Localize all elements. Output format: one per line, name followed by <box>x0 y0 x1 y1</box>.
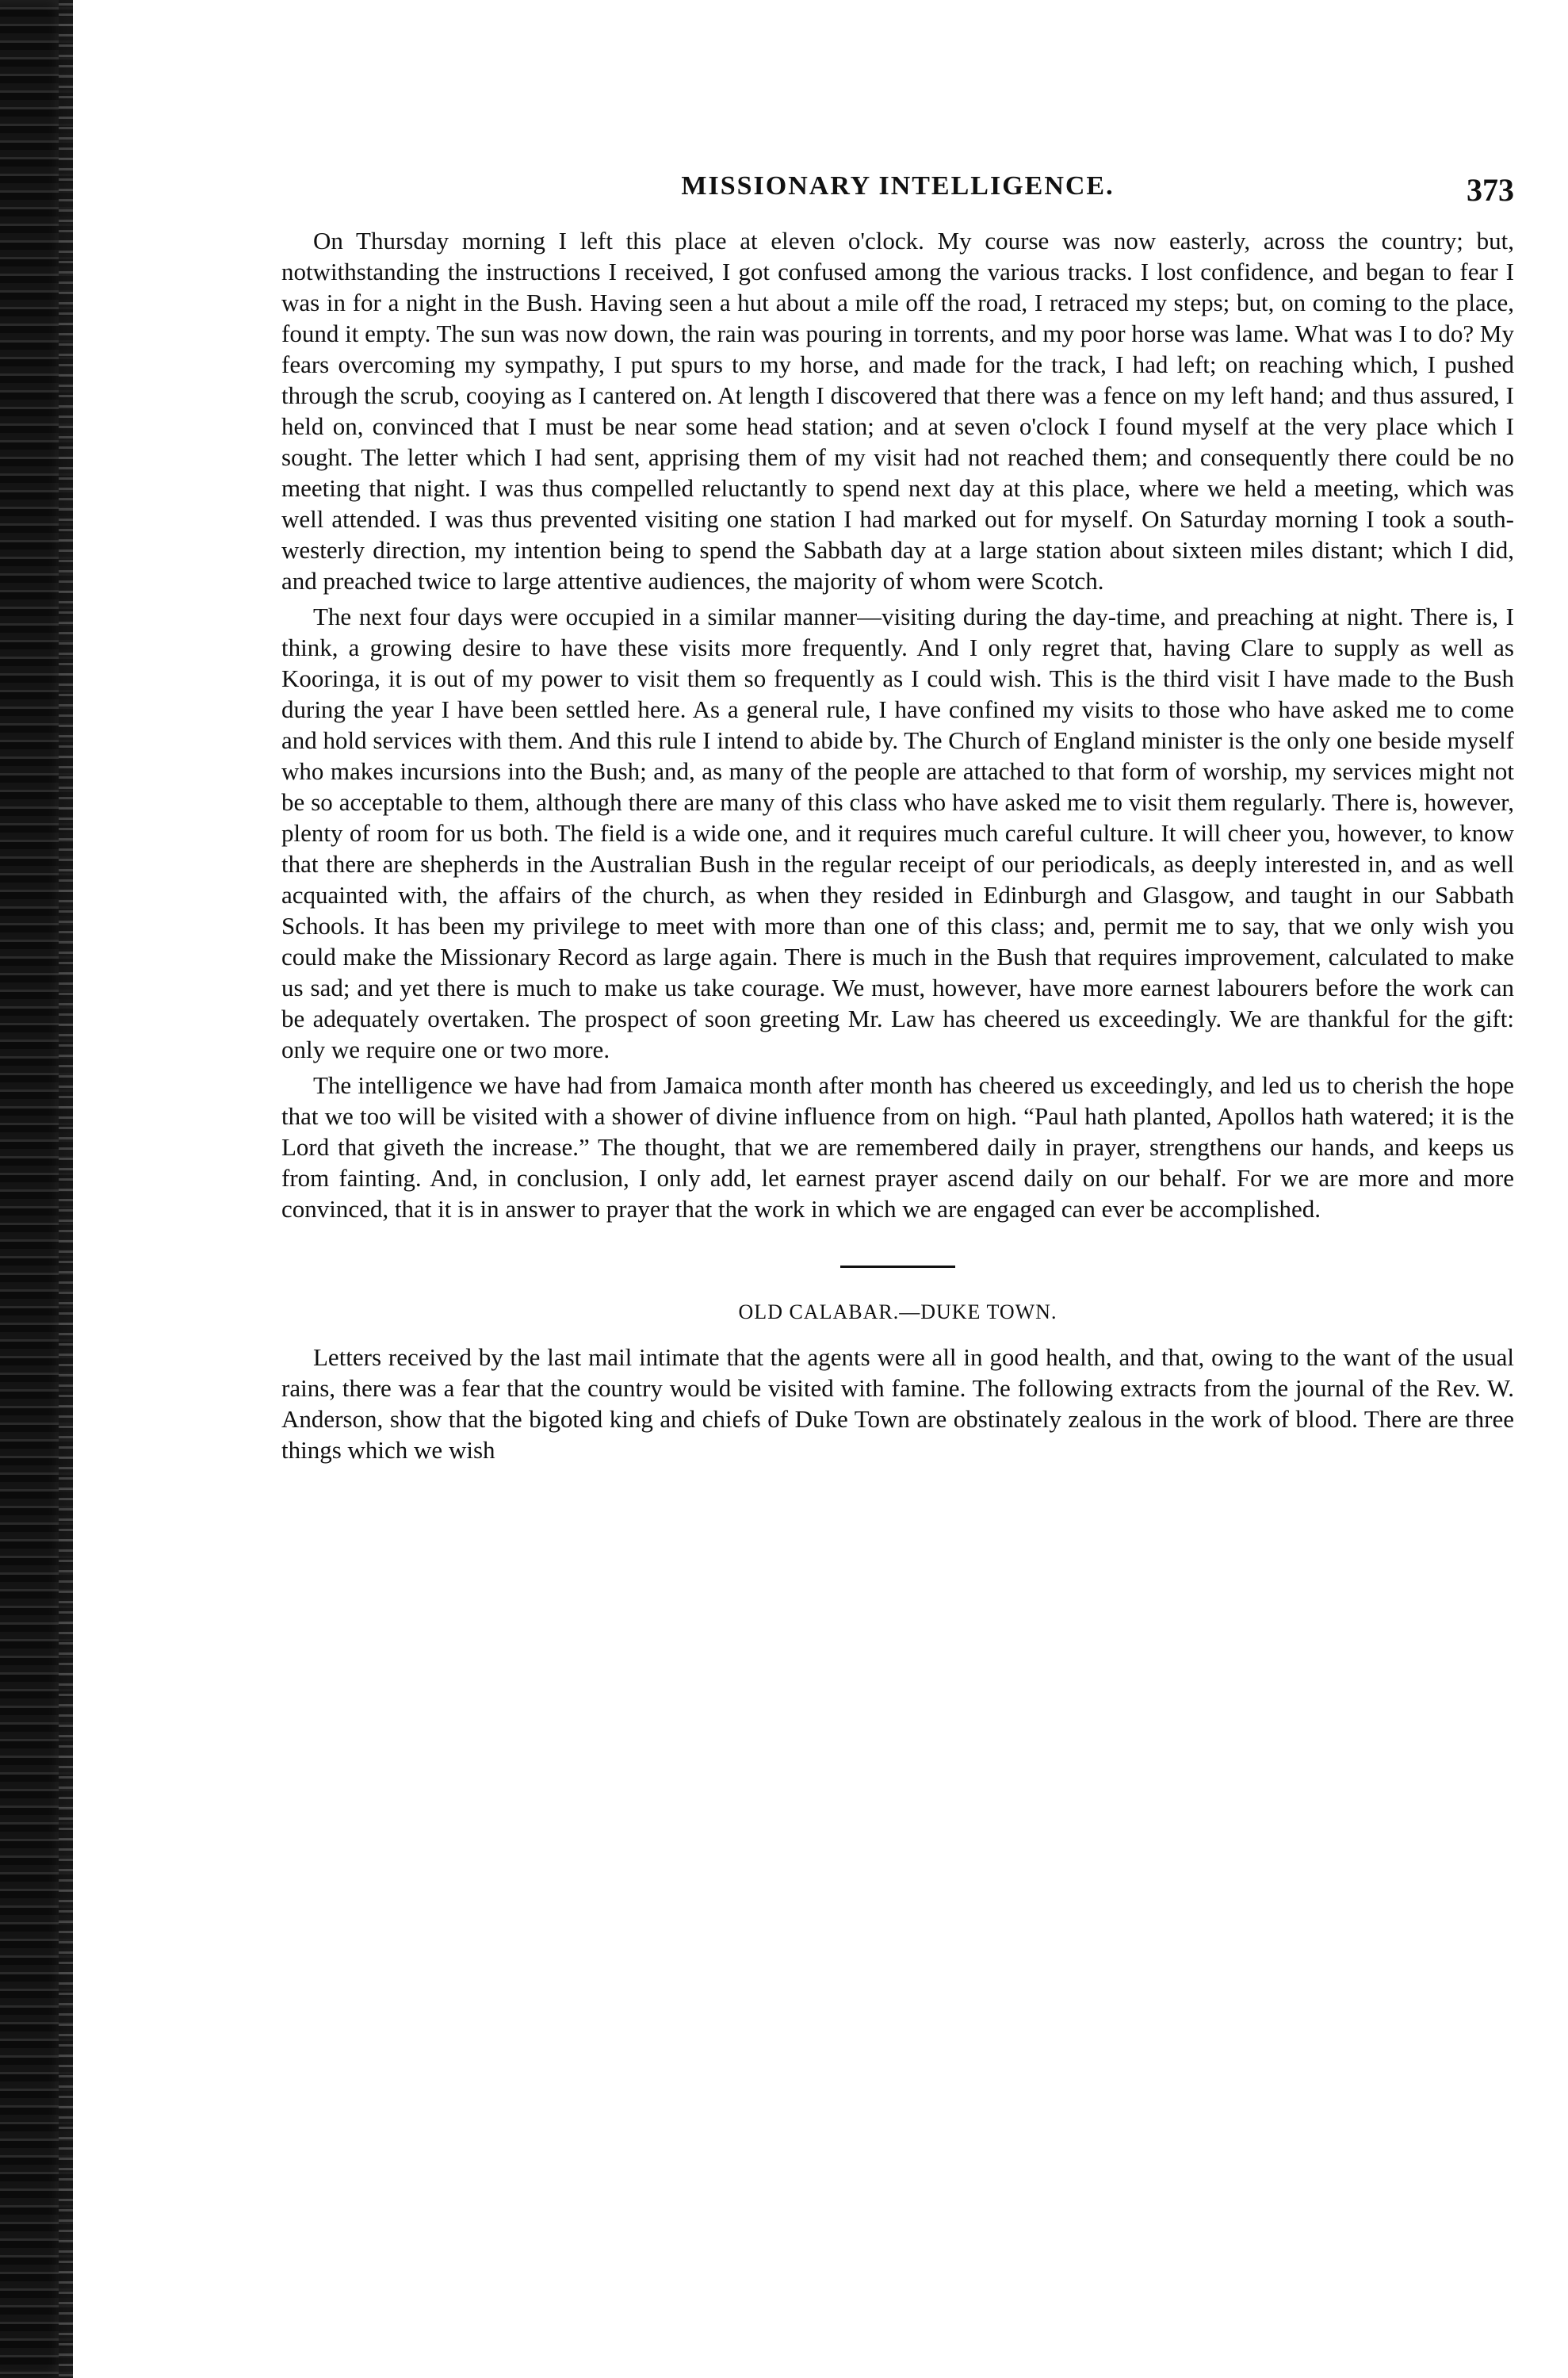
section-paragraph: Letters received by the last mail intimate that the agents were all in good health, and that, owing to the want of the usual rains, there was a fear that the country would be visited with famine. The following extracts from the journal of the Rev. W. Anderson, show that the bigoted king and chiefs of Duke Town are obstinately zealous in the work of blood. There are three things which we wish <box>281 1343 1514 1464</box>
document-page <box>281 171 1514 2328</box>
page-number: 373 <box>1467 172 1514 208</box>
book-binding-edge <box>0 0 73 2378</box>
body-paragraph: On Thursday morning I left this place at eleven o'clock. My course was now easterly, across the country; but, notwithstanding the instructions I received, I got confused among the various tracks. I lost confidence, and began to fear I was in for a night in the Bush. Having seen a hut about a mile off the road, I retraced my steps; but, on coming to the place, found it empty. The sun was now down, the rain was pouring in torrents, and my poor horse was lame. What was I to do? My fears overcoming my sympathy, I put spurs to my horse, and made for the track, I had left; on reaching which, I pushed through the scrub, cooying as I cantered on. At length I discovered that there was a fence on my left hand; and thus assured, I held on, convinced that I must be near some head station; and at seven o'clock I found myself at the very place which I sought. The letter which I had sent, apprising them of my visit had not reached them; and consequently there could be no meeting that night. I was thus compelled reluctantly to spend next day at this place, where we held a meeting, which was well attended. I was thus prevented visiting one station I had marked out for myself. On Saturday morning I took a south-westerly direction, my intention being to spend the Sabbath day at a large station about sixteen miles distant; which I did, and preached twice to large attentive audiences, the majority of whom were Scotch. <box>281 227 1514 595</box>
body-paragraph: The intelligence we have had from Jamaica month after month has cheered us exceedingly, and led us to cherish the hope that we too will be visited with a shower of divine influence from on high. “Paul hath planted, Apollos hath watered; it is the Lord that giveth the increase.” The thought, that we are remembered daily in prayer, strengthens our hands, and keeps us from fainting. And, in conclusion, I only add, let earnest prayer ascend daily on our behalf. For we are more and more convinced, that it is in answer to prayer that the work in which we are engaged can ever be accomplished. <box>281 1071 1514 1223</box>
body-paragraph: The next four days were occupied in a similar manner—visiting during the day-time, and preaching at night. There is, I think, a growing desire to have these visits more frequently. And I only regret that, having Clare to supply as well as Kooringa, it is out of my power to visit them so frequently as I could wish. This is the third visit I have made to the Bush during the year I have been settled here. As a general rule, I have confined my visits to those who have asked me to come and hold services with them. And this rule I intend to abide by. The Church of England minister is the only one beside myself who makes incursions into the Bush; and, as many of the people are attached to that form of worship, my services might not be so acceptable to them, although there are many of this class who have asked me to visit them regularly. There is, however, plenty of room for us both. The field is a wide one, and it requires much careful culture. It will cheer you, however, to know that there are shepherds in the Australian Bush in the regular receipt of our periodicals, as deeply interested in, and as well acquainted with, the affairs of the church, as when they resided in Edinburgh and Glasgow, and taught in our Sabbath Schools. It has been my privilege to meet with more than one of this class; and, permit me to say, that we only wish you could make the Missionary Record as large again. There is much in the Bush that requires improvement, calculated to make us sad; and yet there is much to make us take courage. We must, however, have more earnest labourers before the work can be adequately overtaken. The prospect of soon greeting Mr. Law has cheered us exceedingly. We are thankful for the gift: only we require one or two more. <box>281 603 1514 1063</box>
section-divider <box>840 1266 955 1268</box>
page-header <box>281 171 1514 219</box>
running-title: MISSIONARY INTELLIGENCE. <box>681 171 1115 201</box>
article-body <box>281 225 1514 1465</box>
section-heading: OLD CALABAR.—DUKE TOWN. <box>738 1300 1057 1323</box>
